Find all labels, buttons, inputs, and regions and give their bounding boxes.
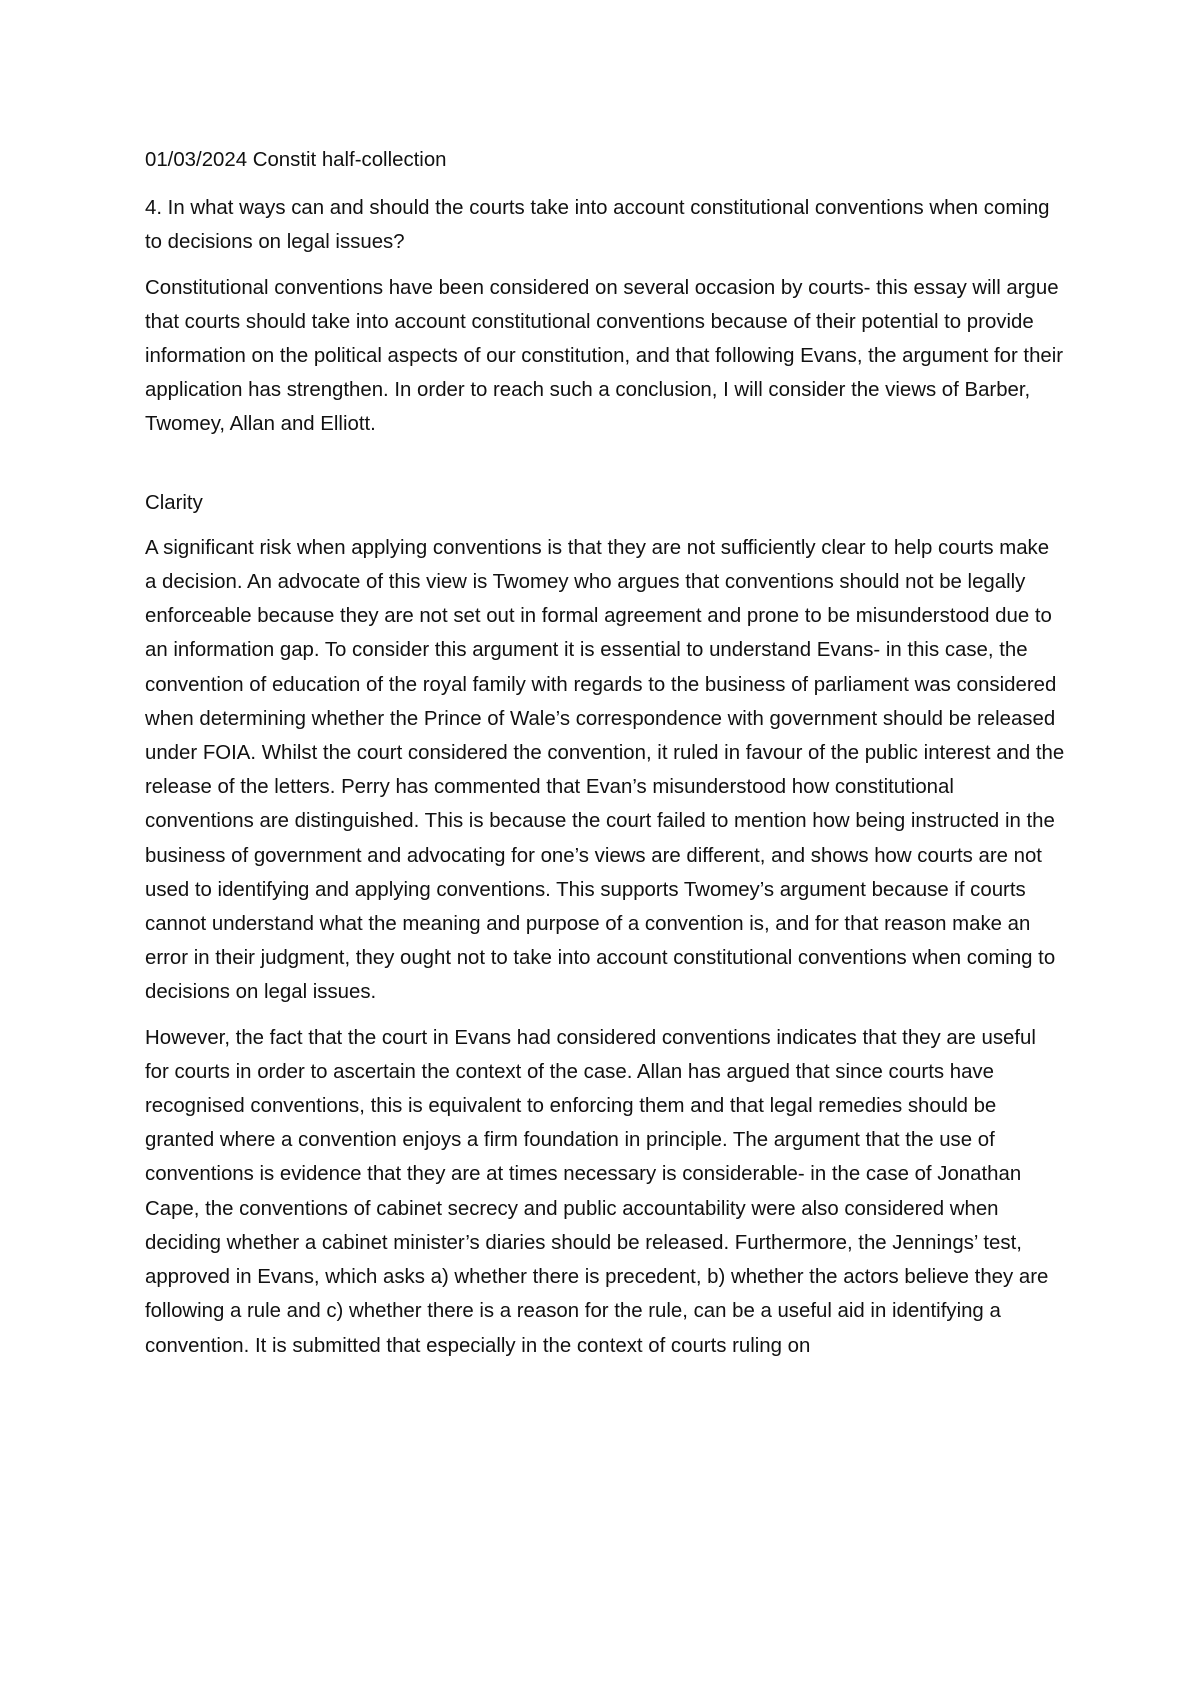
document-body: [145, 143, 1065, 1374]
body-paragraph-2: However, the fact that the court in Evans had considered conventions indicates that they are useful for courts in order to ascertain the context of the case. Allan has argued that since courts have recognised conventions, this is equivalent to enforcing them and that legal remedies should be granted where a convention enjoys a firm foundation in principle. The argument that the use of conventions is evidence that they are at times necessary is considerable- in the case of Jonathan Cape, the conventions of cabinet secrecy and public accountability were also considered when deciding whether a cabinet minister’s diaries should be released. Furthermore, the Jennings’ test, approved in Evans, which asks a) whether there is precedent, b) whether the actors believe they are following a rule and c) whether there is a reason for the rule, can be a useful aid in identifying a convention. It is submitted that especially in the context of courts ruling on: [145, 1026, 1049, 1357]
body-paragraph-1: A significant risk when applying conventions is that they are not sufficiently clear to help courts make a decision. An advocate of this view is Twomey who argues that conventions should not be legally enforceable because they are not set out in formal agreement and prone to be misunderstood due to an information gap. To consider this argument it is essential to understand Evans- in this case, the convention of education of the royal family with regards to the business of parliament was considered when determining whether the Prince of Wale’s correspondence with government should be released under FOIA. Whilst the court considered the convention, it ruled in favour of the public interest and the release of the letters. Perry has commented that Evan’s misunderstood how constitutional conventions are distinguished. This is because the court failed to mention how being instructed in the business of government and advocating for one’s views are different, and shows how courts are not used to identifying and applying conventions. This supports Twomey’s argument because if courts cannot understand what the meaning and purpose of a convention is, and for that reason make an error in their judgment, they ought not to take into account constitutional conventions when coming to decisions on legal issues.: [145, 536, 1065, 1004]
section-heading: Clarity: [145, 491, 203, 514]
essay-question: 4. In what ways can and should the courts take into account constitutional conventions when coming to decisions on legal issues?: [145, 197, 1050, 254]
intro-paragraph: Constitutional conventions have been considered on several occasion by courts- this essay will argue that courts should take into account constitutional conventions because of their potential to provide information on the political aspects of our constitution, and that following Evans, the argument for their application has strengthen. In order to reach such a conclusion, I will consider the views of Barber, Twomey, Allan and Elliott.: [145, 276, 1064, 436]
document-date-title: 01/03/2024 Constit half-collection: [145, 149, 447, 171]
